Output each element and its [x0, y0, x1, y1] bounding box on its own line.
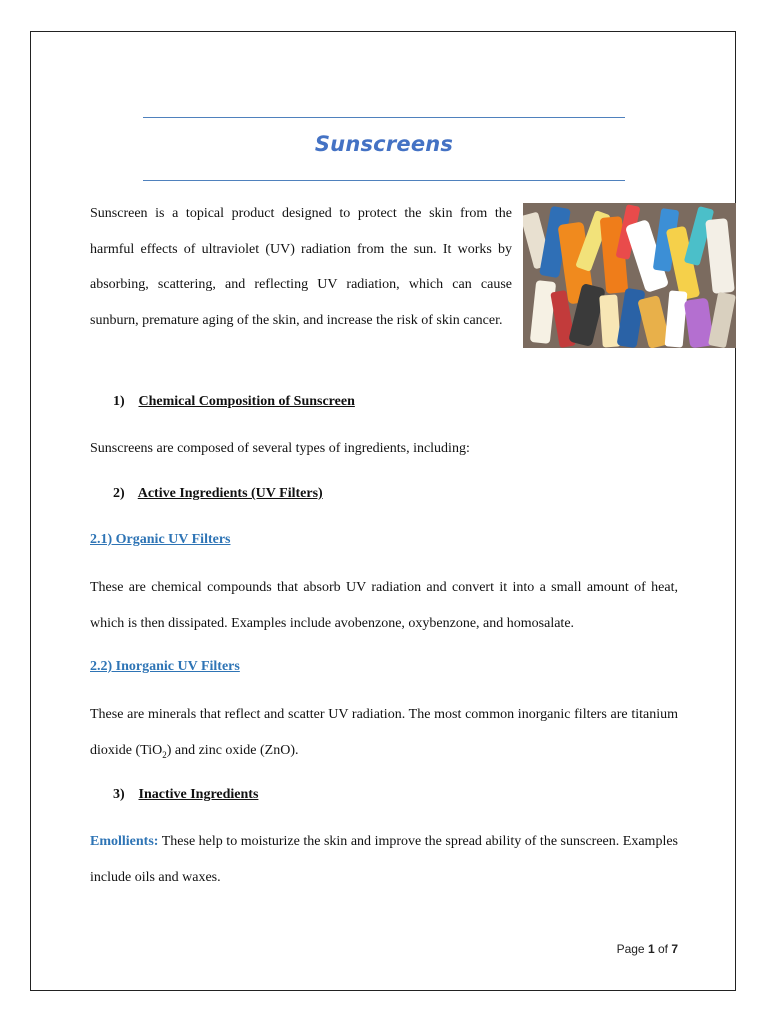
subsection-2-2-text-part2: ) and zinc oxide (ZnO).	[166, 742, 299, 758]
title-bottom-rule	[143, 180, 625, 181]
section-2-number: 2)	[113, 486, 125, 501]
subsection-2-1-heading: 2.1) Organic UV Filters	[90, 532, 231, 547]
intro-paragraph: Sunscreen is a topical product designed to protect the skin from the harmful effects of ultraviolet (UV) radiation from the sun. It works by absorbing, scattering, and reflecting UV radiation, which can cause sunburn, premature aging of the skin, and increase the risk of skin cancer.	[90, 206, 512, 328]
section-3-heading	[113, 787, 258, 803]
emollients-paragraph	[90, 824, 678, 895]
section-1-text: Sunscreens are composed of several types of ingredients, including:	[90, 441, 470, 456]
subsection-2-2-text	[90, 697, 678, 773]
section-1-heading	[113, 394, 355, 410]
subsection-2-2-text-part1: These are minerals that reflect and scatter UV radiation. The most common inorganic filters are titanium dioxide (TiO	[90, 707, 678, 758]
sunscreen-bottles-photo	[523, 203, 736, 348]
footer-total-pages: 7	[671, 942, 678, 956]
section-3-number: 3)	[113, 787, 125, 802]
emollients-label: Emollients:	[90, 834, 159, 849]
section-3-title: Inactive Ingredients	[138, 787, 259, 802]
footer-middle: of	[654, 942, 672, 956]
subsection-2-1-text: These are chemical compounds that absorb UV radiation and convert it into a small amount of heat, which is then dissipated. Examples include avobenzone, oxybenzone, and homosalate.	[90, 580, 678, 631]
page-number-footer	[617, 942, 678, 956]
footer-prefix: Page	[616, 942, 648, 956]
section-1-number: 1)	[113, 394, 125, 409]
document-title: Sunscreens	[314, 132, 454, 156]
section-2-heading	[113, 486, 323, 502]
section-2-title: Active Ingredients (UV Filters)	[137, 486, 323, 501]
title-top-rule	[143, 117, 625, 118]
emollients-text: These help to moisturize the skin and improve the spread ability of the sunscreen. Examples include oils and waxes.	[90, 834, 678, 885]
subsection-2-2-heading: 2.2) Inorganic UV Filters	[90, 659, 240, 674]
section-1-title: Chemical Composition of Sunscreen	[138, 394, 355, 409]
subscript-2: 2	[162, 749, 167, 760]
footer-current-page: 1	[647, 942, 655, 956]
